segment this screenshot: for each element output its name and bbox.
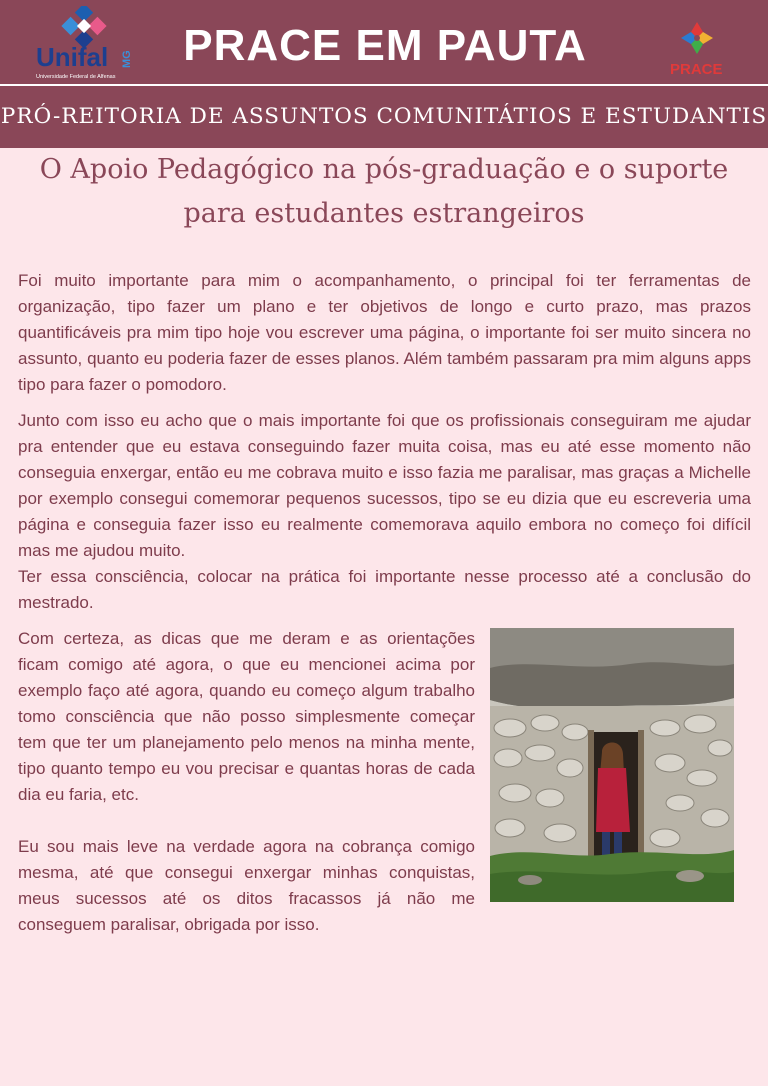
prace-logo-text: PRACE (670, 61, 723, 78)
header-divider (0, 84, 768, 86)
unifal-logo-caption: Universidade Federal de Alfenas (36, 74, 116, 80)
article-paragraph-1: Foi muito importante para mim o acompanhamento, o principal foi ter ferramentas de organização, tipo fazer um plano e ter objetivos de longo e curto prazo, mas prazos quantificáveis pra mim tipo hoje vou escrever uma página, o importante foi ser muito sincera no assunto, quanto eu poderia fazer de esses planos. Além também passaram pra mim alguns apps tipo para fazer o pomodoro. (18, 271, 751, 394)
article-paragraph-2: Junto com isso eu acho que o mais importante foi que os profissionais conseguiram me ajudar pra entender que eu estava conseguindo fazer muita coisa, mas eu até esse momento não conseguia enxergar, então eu me cobrava muito e isso fazia me paralisar, mas graças a Michelle por exemplo consegui comemorar pequenos sucessos, tipo se eu dizia que eu escreveria uma página e conseguia fazer isso eu realmente comemorava aquilo embora no começo foi difícil mas me ajudou muito. (18, 411, 751, 560)
newsletter-title: PRACE EM PAUTA (183, 21, 587, 70)
article-paragraph-5: Eu sou mais leve na verdade agora na cobrança comigo mesma, até que consegui enxergar minhas conquistas, meus sucessos até os ditos fracassos já não me conseguem paralisar, obrigada por isso. (18, 837, 475, 934)
page-header (0, 0, 768, 148)
unifal-logo-badge: MG (121, 50, 133, 68)
unifal-logo-icon (34, 6, 138, 82)
header-subtitle: PRÓ-REITORIA DE ASSUNTOS COMUNITÁTIOS E ESTUDANTIS (0, 104, 768, 129)
stone-hut-photo (490, 628, 734, 902)
article-paragraph-4: Com certeza, as dicas que me deram e as orientações ficam comigo até agora, o que eu mencionei acima por exemplo faço até agora, quando eu começo algum trabalho tomo consciência que não posso simplesmente começar tem que ter um planejamento pelo menos na minha mente, tipo quanto tempo eu vou precisar e quantas horas de cada dia eu faria, etc. (18, 629, 475, 804)
article-title: O Apoio Pedagógico na pós-graduação e o suporte para estudantes estrangeiros (39, 154, 729, 229)
article-paragraph-3: Ter essa consciência, colocar na prática foi importante nesse processo até a conclusão do mestrado. (18, 567, 751, 612)
prace-logo-icon (664, 16, 730, 80)
unifal-logo-text: Unifal (36, 42, 109, 72)
